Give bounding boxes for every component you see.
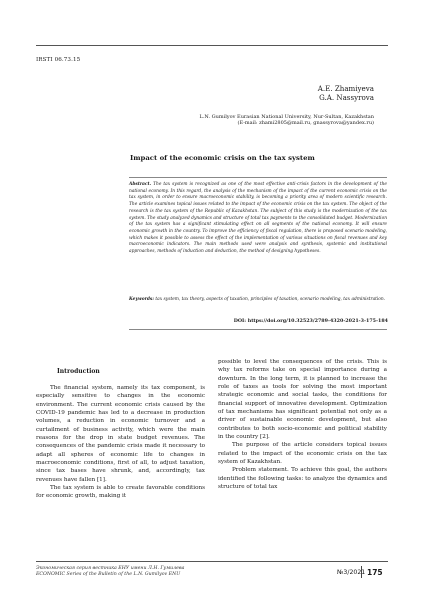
footer-rule — [36, 561, 388, 562]
keywords — [129, 297, 387, 304]
body-paragraph: Problem statement. To achieve this goal, the authors identified the following tasks: to analyze the dynamics and structure of total tax — [218, 467, 387, 491]
affiliation-block — [200, 114, 375, 127]
irsti-code: IRSTI 06.73.15 — [36, 57, 81, 63]
body-paragraph: The purpose of the article considers topical issues related to the impact of the economic crisis on the tax system of Kazakhstan. — [218, 442, 387, 466]
article-title: Impact of the economic crisis on the tax system — [130, 154, 315, 162]
footer-divider — [361, 566, 362, 578]
journal-name — [36, 566, 184, 579]
journal-name-en: ECONOMIC Series of the Bulletin of the L.N. Gumilyov ENU — [36, 572, 181, 578]
author-list — [318, 84, 374, 103]
keywords-text: tax system, tax theory, aspects of taxation, principles of taxation, scenario modeling, tax administration. — [155, 297, 386, 302]
right-column — [218, 358, 387, 492]
page-number: 175 — [367, 568, 383, 577]
doi-link[interactable]: DOI: https://doi.org/10.32523/2789-4320-2021-3-175-184 — [233, 318, 388, 324]
body-paragraph: possible to level the consequences of the crisis. This is why tax reforms take on special importance during a downturn. In the long term, it is planned to increase the role of taxes as tools for solving the most important strategic economic and social tasks, the conditions for financial support of innovative development. Optimization of tax mechanisms has significant potential not only as a driver of sustainable economic development, but also contributes to both socio-economic and political stability in the country [2]. — [218, 359, 387, 441]
author-name: G.A. Nassyrova — [319, 93, 374, 103]
abstract-top-rule — [129, 177, 387, 178]
abstract-label: Abstract. — [129, 182, 152, 187]
left-column — [36, 384, 205, 501]
abstract-text: The tax system is recognized as one of the most effective anti-crisis factors in the development of the national economy. In this regard, the analysis of the mechanism of the impact of the current economic crisis on the tax system, in order to ensure macroeconomic stability, is becoming a priority area of modern scientific research. The article examines topical issues related to the impact of the economic crisis on the tax system. The object of the research is the tax system of the Republic of Kazakhstan. The subject of this study is the modernization of the tax system. The study analyzed dynamics and structure of total tax payments to the consolidated budget. Modernization of the tax system has a significant stimulating effect on all segments of the national economy. It will ensure economic growth in the country. To improve the efficiency of fiscal regulation, there is proposed scenario modeling, which makes it possible to assess the effect of the implementation of various situations on fiscal revenues and key macroeconomic indicators. The main methods used were analysis and synthesis, systemic and institutional approaches, methods of induction and deduction, the method of designing hypotheses. — [129, 182, 387, 255]
affiliation: L.N. Gumilyov Eurasian National University, Nur-Sultan, Kazakhstan — [199, 114, 374, 120]
section-heading-introduction: Introduction — [57, 368, 100, 375]
issue-number: №3/2021 — [337, 569, 366, 576]
abstract — [129, 182, 387, 256]
body-paragraph: The tax system is able to create favorable conditions for economic growth, making it — [36, 485, 205, 500]
keywords-label: Keywords: — [129, 297, 154, 302]
author-emails: (E-mail: zhami2805@mail.ru, gnassyrova@yandex.ru) — [237, 120, 374, 127]
body-paragraph: The financial system, namely its tax component, is especially sensitive to changes in the economic environment. The current economic crisis caused by the COVID-19 pandemic has led to a decrease in production volumes, a reduction in economic turnover and a curtailment of business activity, which were the main reasons for the drop in state budget revenues. The consequences of the pandemic crisis made it necessary to adapt all spheres of economic life to changes in macroeconomic conditions, first of all, to adjust taxation, since tax bases have shrunk, and, accordingly, tax revenues have fallen [1]. — [36, 385, 205, 483]
author-name: A.E. Zhamiyeva — [317, 84, 374, 93]
top-rule — [36, 45, 388, 46]
journal-name-ru: Экономическая серия вестника ЕНУ имени Л.Н. Гумилева — [36, 566, 185, 571]
abstract-bottom-rule — [129, 329, 387, 330]
